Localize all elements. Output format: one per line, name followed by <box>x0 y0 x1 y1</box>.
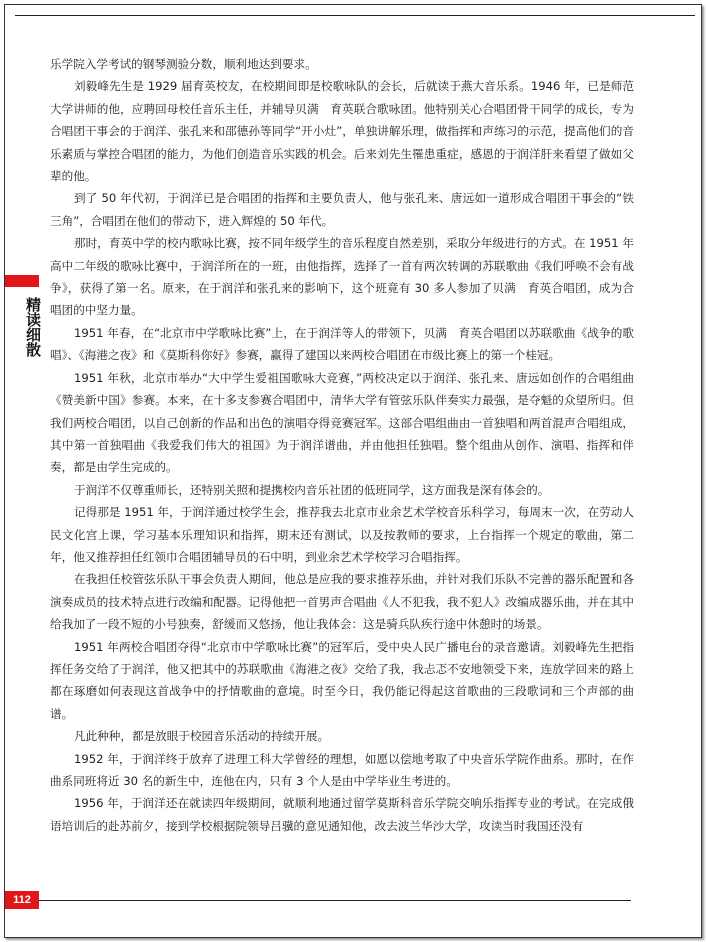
side-tab-marker <box>5 275 39 287</box>
section-side-title: 精读细散 <box>24 297 42 357</box>
paragraph: 1951 年两校合唱团夺得“北京市中学歌咏比赛”的冠军后，受中央人民广播电台的录音邀请。刘毅峰先生把指挥任务交给了于润洋，他又把其中的苏联歌曲《海港之夜》交给了我，我忐忑不安地领受下来，连放学回来的路上都在琢磨如何表现这首战争中的抒情歌曲的意境。时至今日，我仍能记得起这首歌曲的三段歌词和三个声部的曲谱。 <box>50 639 634 721</box>
paragraph: 在我担任校管弦乐队干事会负责人期间，他总是应我的要求推荐乐曲，并针对我们乐队不完善的器乐配置和各演奏成员的技术特点进行改编和配器。记得他把一首男声合唱曲《人不犯我，我不犯人》改编成器乐曲，并在其中给我加了一段不短的小号独奏，舒缓而又悠扬，他让我体会：这是骑兵队疾行途中休憩时的场景。 <box>50 572 634 632</box>
paragraph: 1951 年春，在“北京市中学歌咏比赛”上，在于润洋等人的带领下，贝满 育英合唱团以苏联歌曲《战争的歌唱》、《海港之夜》和《莫斯科你好》参赛，赢得了建国以来两校合唱团在市级比赛上的第一个桂冠。 <box>50 325 634 363</box>
bottom-rule <box>39 900 631 901</box>
paragraph: 1951 年秋，北京市举办“大中学生爱祖国歌咏大竞赛，”两校决定以于润洋、张孔来、唐远如创作的合唱组曲《赞美新中国》参赛。本来，在十多支参赛合唱团中，清华大学有管弦乐队伴奏实力最强，是夺魁的众望所归。但我们两校合唱团，以自己创新的作品和出色的演唱夺得竞赛冠军。这部合唱组曲由一首独唱和两首混声合唱组成，其中第一首独唱曲《我爱我们伟大的祖国》为于润洋谱曲，并由他担任独唱。整个组曲从创作、演唱、指挥和伴奏，都是由学生完成的。 <box>50 370 634 475</box>
paragraph: 1952 年，于润洋终于放弃了进理工科大学曾经的理想，如愿以偿地考取了中央音乐学院作曲系。那时，在作曲系同班将近 30 名的新生中，连他在内，只有 3 个人是由中学毕业生考进的。 <box>50 751 634 788</box>
paragraph: 于润洋不仅尊重师长，还特别关照和提携校内音乐社团的低班同学，这方面我是深有体会的。 <box>74 482 550 497</box>
paragraph: 乐学院入学考试的钢琴测验分数，顺利地达到要求。 <box>50 57 317 71</box>
page-sheet <box>4 4 702 938</box>
page-number: 112 <box>5 891 39 909</box>
paragraph: 那时，育英中学的校内歌咏比赛，按不同年级学生的音乐程度自然差别，采取分年级进行的方式。在 1951 年高中二年级的歌咏比赛中，于润洋所在的一班，由他指挥，选择了一首有两次转调的苏联歌曲《我们呼唤不会有战争》，获得了第一名。原来，在于润洋和张孔来的影响下，这个班竟有 30 多人参加了贝满 育英合唱团，成为合唱团的中坚力量。 <box>50 236 634 318</box>
paragraph: 刘毅峰先生是 1929 届育英校友，在校期间即是校歌咏队的会长，后就读于燕大音乐系。1946 年，已是师范大学讲师的他，应聘回母校任音乐主任，并辅导贝满 育英联合歌咏团。他特别关心合唱团骨干同学的成长，专为合唱团干事会的于润洋、张孔来和邵德孙等同学“开小灶”，单独讲解乐理，做指挥和声练习的示范，提高他们的音乐素质与掌控合唱团的能力，为他们创造音乐实践的机会。后来刘先生罹患重症，感恩的于润洋肝来看望了做如父辈的他。 <box>50 79 634 184</box>
paragraph: 到了 50 年代初，于润洋已是合唱团的指挥和主要负责人，他与张孔来、唐远如一道形成合唱团干事会的“铁三角”，合唱团在他们的带动下，进入辉煌的 50 年代。 <box>50 191 634 228</box>
top-rule <box>15 15 695 16</box>
paragraph: 记得那是 1951 年，于润洋通过校学生会，推荐我去北京市业余艺术学校音乐科学习，每周末一次，在劳动人民文化宫上课，学习基本乐理知识和指挥，期末还有测试，以及按教师的要求，上台指挥一个规定的歌曲，第二年，他又推荐担任红领巾合唱团辅导员的石中明，到业余艺术学校学习合唱指挥。 <box>50 505 634 564</box>
paragraph: 1956 年，于润洋还在就读四年级期间，就顺利地通过留学莫斯科音乐学院交响乐指挥专业的考试。在完成俄语培训后的赴苏前夕，接到学校根据院领导吕骥的意见通知他，改去波兰华沙大学，攻读当时我国还没有 <box>50 796 634 833</box>
paragraph: 凡此种种，都是放眼于校园音乐活动的持续开展。 <box>74 729 330 744</box>
body-text <box>50 53 634 837</box>
